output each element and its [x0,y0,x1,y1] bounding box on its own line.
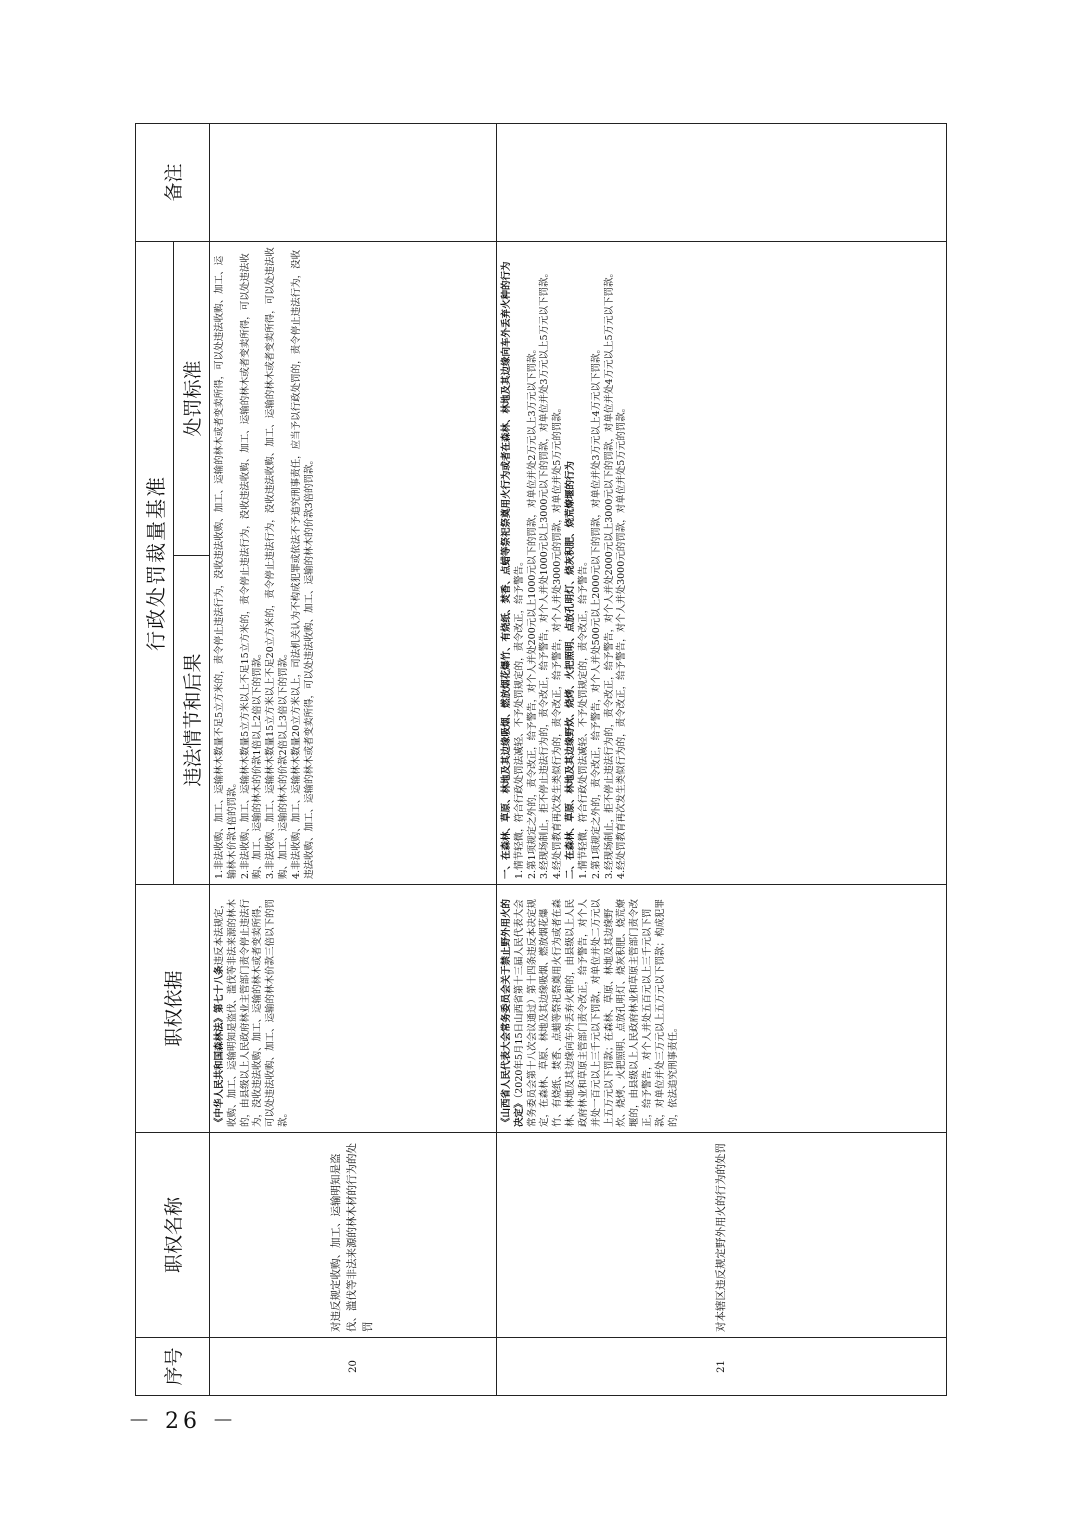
standard-item: 3.经现场制止，拒不停止违法行为的，责令改正，给予警告，对个人并处2000元以上3000元以下的罚款，对单位并处4万元以上5万元以下罚款。 [603,267,615,879]
header-basis: 职权依据 [136,885,210,1133]
row-basis [497,885,947,1133]
row-name: 对违反规定收购、加工、运输明知是盗伐、滥伐等非法来源的林木材的行为的处罚 [210,1133,497,1338]
row-standard [210,242,497,885]
table-row [210,124,497,1396]
standard-item: 1.情节轻微，符合行政处罚法减轻、不予处罚规定的，责令改正，给予警告。 [513,556,525,879]
header-standard: 行政处罚裁量基准 [136,242,174,885]
header-row-1 [136,124,174,1396]
basis-text: 违反本法规定，收购、加工、运输明知是盗伐、滥伐等非法来源的林木的，由县级以上人民政府林业主管部门责令停止违法行为，没收违法收购、加工、运输的林木或者变卖所得，可以处违法收购、加工、运输的林木价款三倍以下的罚款。 [214,898,290,1127]
basis-sub: （2020年5月15日山西省第十三届人民代表大会常务委员会第十八次会议通过）第十四条 [513,899,538,1127]
standard-item: 4.非法收购、加工、运输林木数量20立方米以上，司法机关认为不构成犯罪或依法不予追究刑事责任，应当予以行政处罚的，责令停止违法行为，没收违法收购、加工、运输的林木或者变卖所得，可以处违法收购、加工、运输的林木的价款3倍的罚款。 [290,249,315,879]
standard-item: 3.非法收购、加工、运输林木数量15立方米以上不足20立方米的，责令停止违法行为，没收违法收购、加工、运输的林木或者变卖所得，可以处违法收购、加工、运输的林木的价款2倍以上3倍以下的罚款。 [265,247,290,879]
header-circumstance: 违法情节和后果 [174,556,210,885]
row-seq: 21 [497,1338,947,1396]
standard-item: 2.第1项规定之外的，责令改正，给予警告，对个人并处500元以上2000元以下的罚款，对单位并处3万元以上4万元以下罚款。 [590,343,602,879]
row-remark [210,124,497,242]
standard-item: 3.经现场制止，拒不停止违法行为的，责令改正，给予警告，对个人并处1000元以上3000元以下的罚款，对单位并处3万元以上5万元以下罚款。 [539,267,551,879]
group-title: 一、在森林、草原、林地及其边缘吸烟、燃放烟花爆竹、有烧纸、焚香、点蜡等祭祀祭奠用火行为或者在森林、林地及其边缘向车外丢弃火种的行为 [501,261,512,879]
row-seq: 20 [210,1338,497,1396]
row-basis [210,885,497,1133]
standard-item: 2.第1项规定之外的，责令改正，给予警告，对个人并处200元以上1000元以下的罚款，对单位并处2万元以上3万元以下罚款。 [526,343,538,879]
standard-item: 1.情节轻微，符合行政处罚法减轻、不予处罚规定的，责令改正，给予警告。 [577,556,589,879]
header-penalty: 处罚标准 [174,242,210,556]
standard-item: 4.经处罚教育再次发生类似行为的，责令改正，给予警告，对个人并处3000元的罚款，对单位并处5万元的罚款。 [616,402,628,879]
basis-title: 《中华人民共和国森林法》第七十八条 [214,965,225,1127]
penalty-table [135,123,947,1396]
rotated-table-wrapper [135,124,940,1396]
header-name: 职权名称 [136,1133,210,1338]
row-remark [497,124,947,242]
basis-title: 《山西省人民代表大会常务委员会关于禁止野外用火的决定》 [501,898,525,1127]
header-seq: 序号 [136,1338,210,1396]
header-remark: 备注 [136,124,210,242]
page-number: － 26 － [128,1409,238,1434]
group-title: 二、在森林、草原、林地及其边缘野炊、烧烤、火把照明、点放孔明灯、烧灰积肥、烧荒燎堰的行为 [565,460,577,879]
table-row [497,124,947,1396]
standard-item: 2.非法收购、加工、运输林木数量5立方米以上不足15立方米的，责令停止违法行为，没收违法收购、加工、运输的林木或者变卖所得，可以处违法收购、加工、运输的林木的价款1倍以上2倍以下的罚款。 [239,253,264,879]
row-name: 对本辖区违反规定野外用火的行为的处罚 [497,1133,947,1338]
basis-text: 违反本决定规定，在森林、草原、林地及其边缘吸烟、燃放烟花爆竹、有烧纸、焚香、点蜡等祭祀祭奠用火行为或者在森林、林地及其边缘向车外丢弃火种的，由县级以上人民政府林业和草原主管部门责令改正，给予警告，对个人并处一百元以上三千元以下罚款，对单位并处二万元以上五万元以下罚款；在森林、草原、林地及其边缘野炊、烧烤、火把照明、点放孔明灯、烧灰积肥、烧荒燎堰的，由县级以上人民政府林业和草原主管部门责令改正，给予警告，对个人并处五百元以上三千元以下罚款，对单位并处三万元以上五万元以下罚款；构成犯罪的，依法追究刑事责任。 [526,898,679,1127]
standard-item: 4.经处罚教育再次发生类似行为的，责令改正，给予警告，对个人并处3000元的罚款，对单位并处5万元的罚款。 [552,402,564,879]
row-standard [497,242,947,885]
standard-item: 1.非法收购、加工、运输林木数量不足5立方米的，责令停止违法行为，没收违法收购、加工、运输的林木或者变卖所得，可以处违法收购、加工、运输林木价款1倍的罚款。 [214,255,238,879]
